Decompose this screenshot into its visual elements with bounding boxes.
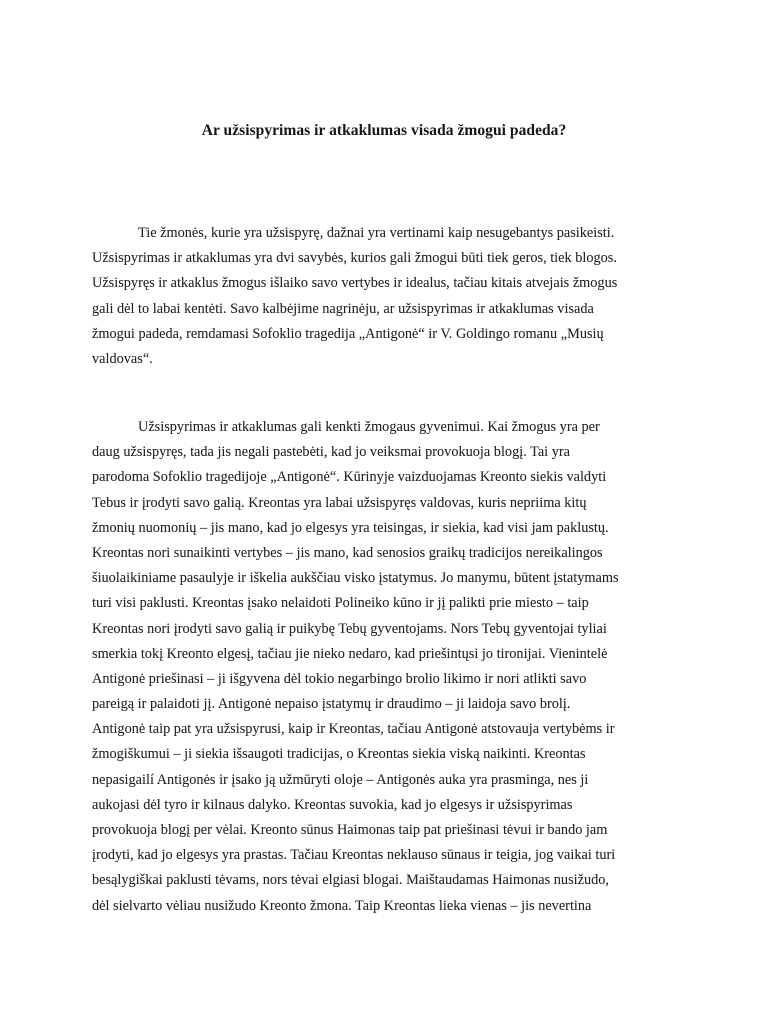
paragraph-line: žmogui padeda, remdamasi Sofoklio tragedija „Antigonė“ ir V. Goldingo romanu „Musių xyxy=(92,325,604,342)
paragraph-line: parodoma Sofoklio tragedijoje „Antigonė“. Kūrinyje vaizduojamas Kreonto siekis valdyti xyxy=(92,469,607,486)
paragraph-line: Kreontas nori sunaikinti vertybes – jis mano, kad senosios graikų tradicijos nereikalingos xyxy=(92,544,603,561)
paragraph-line: besąlygiškai paklusti tėvams, nors tėvai elgiasi blogai. Maištaudamas Haimonas nusižudo, xyxy=(92,872,609,889)
paragraph-line: Tebus ir įrodyti savo galią. Kreontas yra labai užsispyręs valdovas, kuris nepriima kitų xyxy=(92,494,587,511)
paragraph-line: smerkia tokį Kreonto elgesį, tačiau jie nieko nedaro, kad priešintųsi jo tironijai. Vienintelė xyxy=(92,645,608,662)
paragraph-line: Užsispyręs ir atkaklus žmogus išlaiko savo vertybes ir idealus, tačiau kitais atvejais žmogus xyxy=(92,275,618,292)
paragraph-line: aukojasi dėl tyro ir kilnaus dalyko. Kreontas suvokia, kad jo elgesys ir užsispyrimas xyxy=(92,796,573,813)
paragraph-line: įrodyti, kad jo elgesys yra prastas. Tačiau Kreontas neklauso sūnaus ir teigia, jog vaikai turi xyxy=(92,847,616,864)
paragraph-line: žmogiškumui – ji siekia išsaugoti tradicijas, o Kreontas siekia viską naikinti. Kreontas xyxy=(92,746,586,763)
paragraph-line: nepasigailí Antigonės ir įsako ją užmūryti oloje – Antigonės auka yra prasminga, nes ji xyxy=(92,771,589,788)
paragraph-line: Kreontas nori įrodyti savo galią ir puikybę Tebų gyventojams. Nors Tebų gyventojai tyliai xyxy=(92,620,607,637)
paragraph-line: provokuoja blogį per vėlai. Kreonto sūnus Haimonas taip pat priešinasi tėvui ir bando jam xyxy=(92,822,608,838)
paragraph-line: daug užsispyręs, tada jis negali pastebėti, kad jo veiksmai provokuoja blogį. Tai yra xyxy=(92,444,570,461)
paragraph-line: valdovas“. xyxy=(92,350,153,367)
document-title: Ar užsispyrimas ir atkaklumas visada žmogui padeda? xyxy=(201,122,567,139)
paragraph-line: Antigonė priešinasi – ji išgyvena dėl tokio negarbingo brolio likimo ir nori atlikti savo xyxy=(92,670,587,687)
paragraph-line: gali dėl to labai kentėti. Savo kalbėjime nagrinėju, ar užsispyrimas ir atkaklumas visada xyxy=(92,300,594,317)
paragraph-line: dėl sielvarto vėliau nusižudo Kreonto žmona. Taip Kreontas lieka vienas – jis nevertina xyxy=(92,897,592,914)
paragraph-argument xyxy=(92,415,619,919)
paragraph-line: pareigą ir palaidoti jį. Antigonė nepaiso įstatymų ir draudimo – ji laidoja savo brolį. xyxy=(92,696,571,713)
paragraph-line: Antigonė taip pat yra užsispyrusi, kaip ir Kreontas, tačiau Antigonė atstovauja vertybėms ir xyxy=(92,721,615,738)
paragraph-line: šiuolaikiniame pasaulyje ir iškelia aukščiau visko įstatymus. Jo manymu, būtent įstatymams xyxy=(92,570,619,587)
paragraph-line: Tie žmonės, kurie yra užsispyrę, dažnai yra vertinami kaip nesugebantys pasikeisti. xyxy=(138,225,615,241)
paragraph-line: turi visi paklusti. Kreontas įsako nelaidoti Polineiko kūno ir jį palikti prie miesto – taip xyxy=(92,595,589,612)
paragraph-line: Užsispyrimas ir atkaklumas gali kenkti žmogaus gyvenimui. Kai žmogus yra per xyxy=(138,419,600,435)
paragraph-line: Užsispyrimas ir atkaklumas yra dvi savybės, kurios gali žmogui būti tiek geros, tiek blogos. xyxy=(92,250,617,267)
paragraph-introduction xyxy=(92,221,617,372)
paragraph-line: žmonių nuomonių – jis mano, kad jo elgesys yra teisingas, ir siekia, kad visi jam paklustų. xyxy=(92,519,609,536)
